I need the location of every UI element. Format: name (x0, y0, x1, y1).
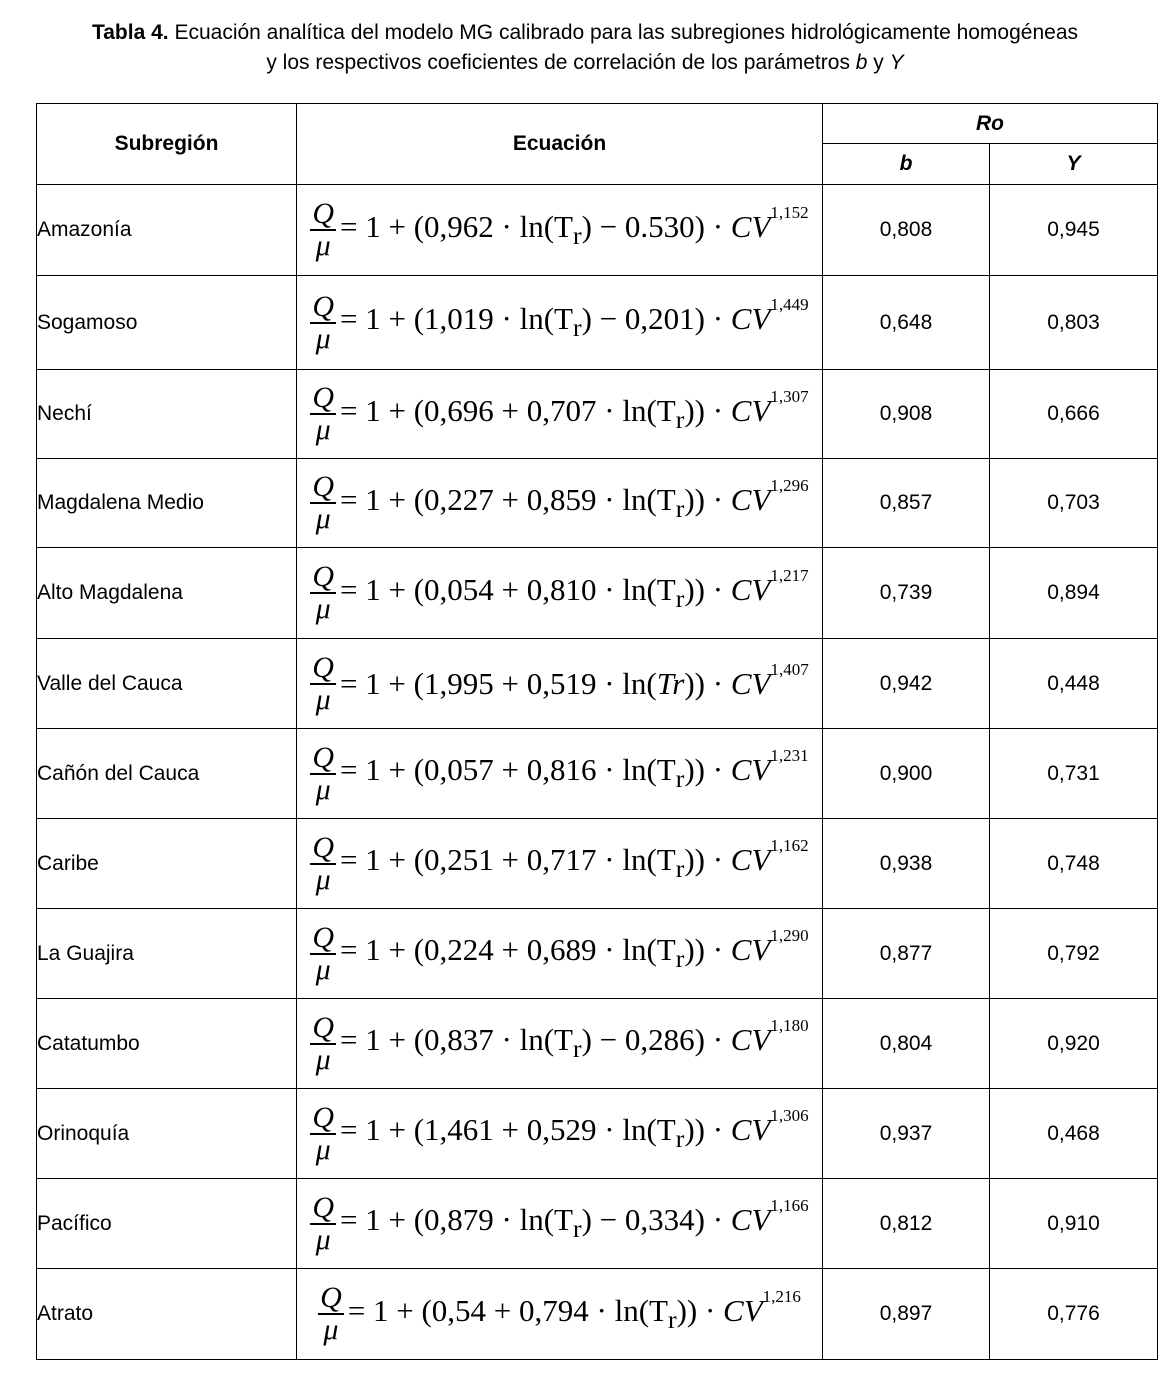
equation-rhs (339, 565, 809, 614)
q-over-mu-fraction (310, 1190, 336, 1256)
caption-title-text: Ecuación analítica del modelo MG calibrado para las subregiones hidrológicamente homogéneas (168, 21, 1079, 44)
fraction-numerator: Q (312, 740, 334, 774)
fraction-denominator: μ (323, 1313, 339, 1346)
fraction-numerator: Q (312, 920, 334, 954)
fraction-denominator: μ (315, 862, 331, 896)
subregion-name: Cañón del Cauca (37, 729, 297, 819)
subregion-name: Atrato (37, 1269, 297, 1360)
equation-exponent: 1,216 (762, 1286, 801, 1306)
header-equation: Ecuación (297, 104, 823, 185)
table-row (37, 729, 1158, 819)
equation-body: = $1 + (0,696 + 0,707 \cdot \ln(T_r))$ · CV (339, 392, 771, 435)
ro-y-value: 0,468 (990, 1089, 1158, 1179)
equation-exponent: 1,166 (770, 1196, 809, 1216)
header-ro: Ro (823, 104, 1158, 144)
equation-body: = $1 + (0,837 \cdot \ln(T_r) - 0,286)$ · CV (340, 1022, 771, 1064)
fraction-numerator: Q (320, 1281, 342, 1314)
equation-cell (297, 276, 823, 370)
q-over-mu-fraction (310, 1010, 336, 1076)
subregion-name: Valle del Cauca (37, 639, 297, 729)
equation-cell (297, 1269, 823, 1360)
equation-body: = $1 + (0,962 \cdot \ln(T_r) - 0.530)$ · CV (340, 208, 771, 251)
q-over-mu-fraction (310, 1100, 336, 1166)
ro-y-value: 0,748 (990, 819, 1158, 909)
equation-body: = $1 + (1,461 + 0,529 \cdot \ln(T_r))$ · CV (339, 1112, 771, 1154)
fraction-denominator: μ (315, 1132, 331, 1166)
table-row (37, 999, 1158, 1089)
q-over-mu-fraction (310, 650, 336, 716)
ro-y-value: 0,792 (990, 909, 1158, 999)
ro-b-value: 0,857 (823, 459, 990, 548)
ro-b-value: 0,937 (823, 1089, 990, 1179)
table-row (37, 639, 1158, 729)
equation-body: = $1 + (1,019 \cdot \ln(T_r) - 0,201)$ · CV (340, 301, 771, 343)
header-subregion: Subregión (37, 104, 297, 185)
subregion-name: Magdalena Medio (37, 459, 297, 548)
fraction-denominator: μ (315, 682, 331, 716)
fraction-numerator: Q (312, 1100, 334, 1134)
equation-rhs (339, 1106, 809, 1154)
equation-exponent: 1,162 (770, 836, 809, 856)
ro-b-value: 0,808 (823, 185, 990, 276)
equation-cell (297, 1179, 823, 1269)
equation-body: = $1 + (0,54 + 0,794 \cdot \ln(T_r))$ · CV (347, 1292, 763, 1335)
ro-b-value: 0,812 (823, 1179, 990, 1269)
equation-cell (297, 909, 823, 999)
equation-exponent: 1,296 (770, 475, 809, 495)
equation-body: = $1 + (0,054 + 0,810 \cdot \ln(T_r))$ · CV (339, 571, 771, 614)
ro-y-value: 0,945 (990, 185, 1158, 276)
equation-rhs (339, 746, 809, 794)
q-over-mu-fraction (310, 472, 336, 534)
results-table (36, 103, 1158, 1360)
equation-cell (297, 639, 823, 729)
fraction-denominator: μ (315, 413, 331, 446)
table-row (37, 819, 1158, 909)
ro-y-value: 0,448 (990, 639, 1158, 729)
ro-y-value: 0,666 (990, 370, 1158, 459)
ro-y-value: 0,910 (990, 1179, 1158, 1269)
ro-b-value: 0,908 (823, 370, 990, 459)
fraction-numerator: Q (312, 830, 334, 864)
q-over-mu-fraction (310, 199, 336, 261)
q-over-mu-fraction (310, 562, 336, 624)
ro-y-value: 0,731 (990, 729, 1158, 819)
fraction-numerator: Q (312, 197, 334, 230)
fraction-denominator: μ (315, 592, 331, 625)
ro-b-value: 0,938 (823, 819, 990, 909)
fraction-denominator: μ (315, 1222, 331, 1256)
q-over-mu-fraction (310, 740, 336, 806)
table-row (37, 276, 1158, 370)
equation-exponent: 1,180 (770, 1016, 809, 1036)
equation-exponent: 1,407 (770, 659, 809, 679)
equation-cell (297, 548, 823, 639)
table-row (37, 185, 1158, 276)
equation-body: = $1 + (0,227 + 0,859 \cdot \ln(T_r))$ · CV (339, 481, 771, 524)
equation-rhs (340, 295, 809, 343)
header-y: Y (990, 144, 1158, 185)
q-over-mu-fraction (310, 383, 336, 445)
equation-rhs (339, 926, 809, 974)
caption-line2-mid: y (867, 51, 890, 74)
table-row (37, 370, 1158, 459)
ro-b-value: 0,897 (823, 1269, 990, 1360)
equation-body: = $1 + (0,251 + 0,717 \cdot \ln(T_r))$ · CV (339, 842, 771, 884)
equation-rhs (339, 659, 809, 702)
equation-rhs (340, 1016, 809, 1064)
equation-rhs (339, 386, 809, 435)
equation-exponent: 1,449 (770, 295, 809, 315)
equation-rhs (339, 475, 809, 524)
fraction-numerator: Q (312, 470, 334, 503)
fraction-numerator: Q (312, 650, 334, 684)
subregion-name: Orinoquía (37, 1089, 297, 1179)
subregion-name: Pacífico (37, 1179, 297, 1269)
equation-exponent: 1,306 (770, 1106, 809, 1126)
fraction-numerator: Q (312, 381, 334, 414)
table-row (37, 1089, 1158, 1179)
equation-exponent: 1,217 (770, 565, 809, 585)
table-row (37, 1179, 1158, 1269)
ro-y-value: 0,894 (990, 548, 1158, 639)
equation-cell (297, 999, 823, 1089)
caption-line-2 (0, 48, 1170, 78)
equation-cell (297, 370, 823, 459)
ro-b-value: 0,942 (823, 639, 990, 729)
ro-b-value: 0,877 (823, 909, 990, 999)
equation-cell (297, 729, 823, 819)
table-row (37, 548, 1158, 639)
equation-body: = $1 + (0,057 + 0,816 \cdot \ln(T_r))$ · CV (339, 752, 771, 794)
ro-y-value: 0,920 (990, 999, 1158, 1089)
subregion-name: Sogamoso (37, 276, 297, 370)
equation-cell (297, 1089, 823, 1179)
table-row (37, 459, 1158, 548)
subregion-name: Amazonía (37, 185, 297, 276)
q-over-mu-fraction (318, 1283, 344, 1345)
fraction-numerator: Q (312, 1010, 334, 1044)
fraction-denominator: μ (315, 321, 331, 355)
fraction-denominator: μ (315, 772, 331, 806)
subregion-name: Nechí (37, 370, 297, 459)
equation-cell (297, 185, 823, 276)
fraction-numerator: Q (312, 560, 334, 593)
equation-cell (297, 819, 823, 909)
header-row-1 (37, 104, 1158, 144)
table-row (37, 1269, 1158, 1360)
equation-body: = $1 + (0,224 + 0,689 \cdot \ln(T_r))$ · CV (339, 932, 771, 974)
ro-y-value: 0,703 (990, 459, 1158, 548)
equation-exponent: 1,307 (770, 386, 809, 406)
ro-y-value: 0,803 (990, 276, 1158, 370)
fraction-denominator: μ (315, 952, 331, 986)
equation-body: = $1 + (0,879 \cdot \ln(T_r) - 0,334)$ · CV (340, 1202, 771, 1244)
q-over-mu-fraction (310, 289, 336, 355)
caption-line-1 (0, 18, 1170, 48)
fraction-denominator: μ (315, 502, 331, 535)
ro-b-value: 0,739 (823, 548, 990, 639)
table-caption (0, 18, 1170, 78)
q-over-mu-fraction (310, 830, 336, 896)
equation-exponent: 1,231 (770, 746, 809, 766)
caption-sym-y: Y (889, 51, 904, 74)
ro-y-value: 0,776 (990, 1269, 1158, 1360)
equation-rhs (347, 1286, 801, 1335)
ro-b-value: 0,648 (823, 276, 990, 370)
caption-sym-b: b (855, 51, 868, 74)
fraction-denominator: μ (315, 229, 331, 262)
fraction-numerator: Q (312, 1190, 334, 1224)
equation-exponent: 1,152 (770, 202, 809, 222)
subregion-name: Catatumbo (37, 999, 297, 1089)
equation-cell (297, 459, 823, 548)
table-row (37, 909, 1158, 999)
fraction-denominator: μ (315, 1042, 331, 1076)
caption-label: Tabla 4. (91, 21, 169, 44)
equation-body: = 1 + (1,995 + 0,519 · ln(Tr)) · CV (339, 665, 771, 701)
header-b: b (823, 144, 990, 185)
subregion-name: La Guajira (37, 909, 297, 999)
fraction-numerator: Q (312, 289, 334, 323)
equation-rhs (340, 202, 809, 251)
subregion-name: Alto Magdalena (37, 548, 297, 639)
ro-b-value: 0,900 (823, 729, 990, 819)
equation-exponent: 1,290 (770, 926, 809, 946)
subregion-name: Caribe (37, 819, 297, 909)
caption-line2-text: y los respectivos coeficientes de correlación de los parámetros (266, 51, 856, 74)
q-over-mu-fraction (310, 920, 336, 986)
ro-b-value: 0,804 (823, 999, 990, 1089)
equation-rhs (340, 1196, 809, 1244)
equation-rhs (339, 836, 809, 884)
